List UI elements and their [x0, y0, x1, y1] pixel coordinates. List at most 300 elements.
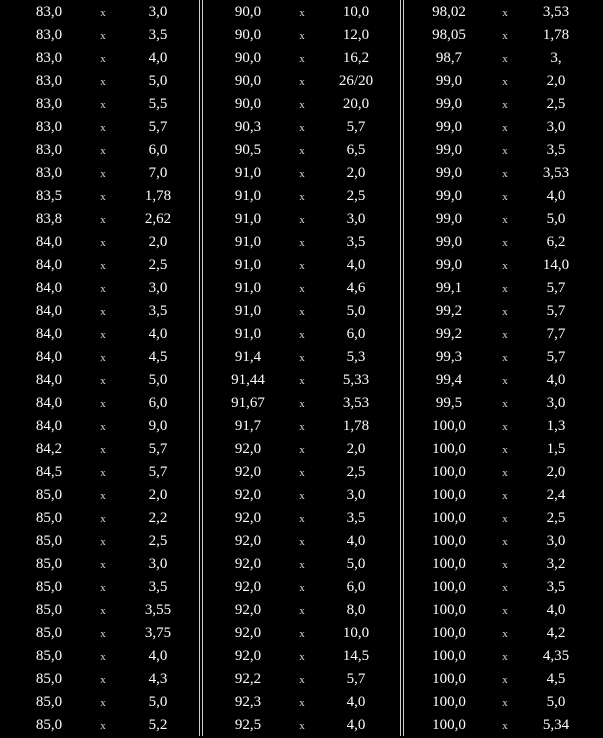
times-separator: x — [502, 7, 508, 19]
times-separator: x — [299, 582, 305, 594]
inner-diameter-cell: 91,0 — [234, 188, 262, 204]
inner-diameter-cell: 99,1 — [435, 280, 463, 296]
table-row — [204, 507, 400, 530]
inner-diameter-cell: 84,0 — [35, 372, 63, 388]
cross-section-cell: 5,0 — [148, 694, 168, 710]
times-separator: x — [502, 582, 508, 594]
times-separator: x — [502, 260, 508, 272]
times-separator: x — [299, 7, 305, 19]
times-separator: x — [100, 99, 106, 111]
cross-section-cell: 3,5 — [346, 510, 366, 526]
table-row — [405, 346, 603, 369]
inner-diameter-cell: 85,0 — [35, 602, 63, 618]
inner-diameter-cell: 99,0 — [435, 188, 463, 204]
times-separator: x — [502, 720, 508, 732]
table-row — [204, 691, 400, 714]
table-row — [204, 484, 400, 507]
times-separator: x — [299, 467, 305, 479]
table-row — [405, 392, 603, 415]
cross-section-cell: 3,2 — [546, 556, 566, 572]
cross-section-cell: 3,0 — [546, 395, 566, 411]
times-separator: x — [299, 674, 305, 686]
times-separator: x — [100, 697, 106, 709]
times-separator: x — [502, 76, 508, 88]
cross-section-cell: 5,5 — [148, 96, 168, 112]
cross-section-cell: 5,34 — [542, 717, 570, 733]
times-separator: x — [100, 260, 106, 272]
cross-section-cell: 4,5 — [546, 671, 566, 687]
inner-diameter-cell: 99,5 — [435, 395, 463, 411]
table-row — [405, 576, 603, 599]
cross-section-cell: 4,0 — [346, 257, 366, 273]
inner-diameter-cell: 84,0 — [35, 418, 63, 434]
table-row — [405, 714, 603, 737]
cross-section-cell: 1,78 — [542, 27, 570, 43]
inner-diameter-cell: 92,0 — [234, 602, 262, 618]
cross-section-cell: 5,7 — [148, 464, 168, 480]
inner-diameter-cell: 91,0 — [234, 211, 262, 227]
table-row — [204, 622, 400, 645]
times-separator: x — [502, 674, 508, 686]
inner-diameter-cell: 90,0 — [234, 73, 262, 89]
cross-section-cell: 4,0 — [546, 602, 566, 618]
cross-section-cell: 8,0 — [346, 602, 366, 618]
inner-diameter-cell: 100,0 — [432, 418, 466, 434]
table-row — [204, 300, 400, 323]
times-separator: x — [502, 168, 508, 180]
inner-diameter-cell: 85,0 — [35, 694, 63, 710]
table-row — [204, 392, 400, 415]
inner-diameter-cell: 91,4 — [234, 349, 262, 365]
times-separator: x — [299, 122, 305, 134]
cross-section-cell: 3,5 — [148, 303, 168, 319]
times-separator: x — [100, 467, 106, 479]
inner-diameter-cell: 83,0 — [35, 119, 63, 135]
inner-diameter-cell: 85,0 — [35, 579, 63, 595]
times-separator: x — [502, 467, 508, 479]
times-separator: x — [502, 421, 508, 433]
cross-section-cell: 10,0 — [342, 625, 370, 641]
times-separator: x — [100, 145, 106, 157]
inner-diameter-cell: 100,0 — [432, 602, 466, 618]
times-separator: x — [502, 444, 508, 456]
table-row — [204, 254, 400, 277]
table-row — [204, 530, 400, 553]
times-separator: x — [299, 352, 305, 364]
times-separator: x — [502, 536, 508, 548]
inner-diameter-cell: 84,0 — [35, 280, 63, 296]
inner-diameter-cell: 100,0 — [432, 464, 466, 480]
table-row — [405, 231, 603, 254]
times-separator: x — [502, 513, 508, 525]
table-row — [204, 185, 400, 208]
inner-diameter-cell: 91,0 — [234, 326, 262, 342]
times-separator: x — [100, 398, 106, 410]
inner-diameter-cell: 100,0 — [432, 556, 466, 572]
times-separator: x — [299, 513, 305, 525]
table-row — [204, 139, 400, 162]
cross-section-cell: 6,5 — [346, 142, 366, 158]
inner-diameter-cell: 92,0 — [234, 625, 262, 641]
inner-diameter-cell: 91,0 — [234, 234, 262, 250]
table-row — [204, 231, 400, 254]
table-column-1 — [0, 0, 199, 736]
times-separator: x — [502, 30, 508, 42]
inner-diameter-cell: 83,5 — [35, 188, 63, 204]
times-separator: x — [100, 421, 106, 433]
times-separator: x — [502, 99, 508, 111]
table-row — [0, 553, 199, 576]
times-separator: x — [299, 168, 305, 180]
cross-section-cell: 4,0 — [148, 50, 168, 66]
table-row — [405, 93, 603, 116]
times-separator: x — [100, 352, 106, 364]
cross-section-cell: 3,0 — [346, 487, 366, 503]
cross-section-cell: 10,0 — [342, 4, 370, 20]
cross-section-cell: 5,2 — [148, 717, 168, 733]
times-separator: x — [502, 651, 508, 663]
table-row — [405, 599, 603, 622]
inner-diameter-cell: 92,0 — [234, 648, 262, 664]
table-row — [0, 346, 199, 369]
inner-diameter-cell: 99,3 — [435, 349, 463, 365]
times-separator: x — [502, 53, 508, 65]
table-row — [0, 24, 199, 47]
inner-diameter-cell: 83,0 — [35, 142, 63, 158]
table-row — [0, 139, 199, 162]
cross-section-cell: 3,5 — [546, 142, 566, 158]
inner-diameter-cell: 84,0 — [35, 349, 63, 365]
table-row — [405, 323, 603, 346]
times-separator: x — [502, 375, 508, 387]
cross-section-cell: 3,5 — [148, 27, 168, 43]
table-row — [204, 70, 400, 93]
table-row — [0, 254, 199, 277]
table-row — [0, 185, 199, 208]
inner-diameter-cell: 98,05 — [432, 27, 466, 43]
table-row — [405, 415, 603, 438]
cross-section-cell: 4,0 — [546, 372, 566, 388]
table-row — [0, 576, 199, 599]
inner-diameter-cell: 91,44 — [231, 372, 265, 388]
inner-diameter-cell: 100,0 — [432, 533, 466, 549]
cross-section-cell: 20,0 — [342, 96, 370, 112]
inner-diameter-cell: 100,0 — [432, 648, 466, 664]
table-row — [204, 323, 400, 346]
cross-section-cell: 2,5 — [148, 257, 168, 273]
inner-diameter-cell: 92,2 — [234, 671, 262, 687]
table-row — [405, 668, 603, 691]
times-separator: x — [100, 605, 106, 617]
cross-section-cell: 6,0 — [346, 579, 366, 595]
inner-diameter-cell: 84,0 — [35, 257, 63, 273]
table-row — [405, 530, 603, 553]
times-separator: x — [299, 490, 305, 502]
table-row — [405, 162, 603, 185]
column-divider — [199, 0, 200, 736]
times-separator: x — [299, 237, 305, 249]
table-row — [0, 208, 199, 231]
cross-section-cell: 5,0 — [346, 556, 366, 572]
table-row — [405, 507, 603, 530]
table-row — [405, 553, 603, 576]
inner-diameter-cell: 85,0 — [35, 648, 63, 664]
table-row — [405, 277, 603, 300]
table-row — [405, 300, 603, 323]
cross-section-cell: 16,2 — [342, 50, 370, 66]
times-separator: x — [100, 628, 106, 640]
inner-diameter-cell: 100,0 — [432, 717, 466, 733]
times-separator: x — [100, 674, 106, 686]
cross-section-cell: 5,7 — [346, 671, 366, 687]
cross-section-cell: 5,7 — [546, 303, 566, 319]
table-row — [0, 530, 199, 553]
inner-diameter-cell: 98,02 — [432, 4, 466, 20]
inner-diameter-cell: 100,0 — [432, 671, 466, 687]
inner-diameter-cell: 91,0 — [234, 165, 262, 181]
cross-section-cell: 5,7 — [148, 119, 168, 135]
cross-section-cell: 5,0 — [148, 372, 168, 388]
table-row — [0, 599, 199, 622]
times-separator: x — [100, 168, 106, 180]
cross-section-cell: 5,7 — [346, 119, 366, 135]
times-separator: x — [100, 375, 106, 387]
cross-section-cell: 4,35 — [542, 648, 570, 664]
inner-diameter-cell: 100,0 — [432, 510, 466, 526]
times-separator: x — [100, 191, 106, 203]
inner-diameter-cell: 85,0 — [35, 510, 63, 526]
times-separator: x — [502, 352, 508, 364]
inner-diameter-cell: 99,0 — [435, 257, 463, 273]
table-row — [0, 714, 199, 737]
cross-section-cell: 3,5 — [148, 579, 168, 595]
table-row — [405, 139, 603, 162]
cross-section-cell: 7,0 — [148, 165, 168, 181]
times-separator: x — [100, 76, 106, 88]
inner-diameter-cell: 83,0 — [35, 165, 63, 181]
cross-section-cell: 3,0 — [148, 556, 168, 572]
table-row — [405, 691, 603, 714]
table-row — [0, 231, 199, 254]
cross-section-cell: 3,53 — [342, 395, 370, 411]
inner-diameter-cell: 92,0 — [234, 556, 262, 572]
inner-diameter-cell: 85,0 — [35, 533, 63, 549]
inner-diameter-cell: 100,0 — [432, 694, 466, 710]
table-row — [0, 323, 199, 346]
cross-section-cell: 3,0 — [546, 533, 566, 549]
table-row — [405, 645, 603, 668]
times-separator: x — [502, 237, 508, 249]
table-row — [204, 599, 400, 622]
inner-diameter-cell: 84,0 — [35, 326, 63, 342]
times-separator: x — [299, 30, 305, 42]
table-row — [204, 1, 400, 24]
times-separator: x — [299, 53, 305, 65]
times-separator: x — [299, 260, 305, 272]
inner-diameter-cell: 100,0 — [432, 487, 466, 503]
inner-diameter-cell: 92,0 — [234, 487, 262, 503]
cross-section-cell: 2,0 — [546, 73, 566, 89]
table-row — [0, 47, 199, 70]
times-separator: x — [299, 628, 305, 640]
times-separator: x — [100, 513, 106, 525]
inner-diameter-cell: 90,0 — [234, 4, 262, 20]
cross-section-cell: 3,0 — [148, 4, 168, 20]
table-row — [405, 47, 603, 70]
table-row — [0, 116, 199, 139]
table-row — [0, 277, 199, 300]
table-row — [204, 553, 400, 576]
times-separator: x — [100, 582, 106, 594]
cross-section-cell: 4,0 — [148, 326, 168, 342]
times-separator: x — [502, 191, 508, 203]
table-row — [405, 622, 603, 645]
inner-diameter-cell: 91,0 — [234, 280, 262, 296]
cross-section-cell: 2,5 — [346, 188, 366, 204]
times-separator: x — [299, 444, 305, 456]
cross-section-cell: 5,0 — [346, 303, 366, 319]
times-separator: x — [299, 651, 305, 663]
cross-section-cell: 3,0 — [148, 280, 168, 296]
inner-diameter-cell: 84,0 — [35, 234, 63, 250]
inner-diameter-cell: 99,0 — [435, 73, 463, 89]
cross-section-cell: 3,75 — [144, 625, 172, 641]
table-row — [204, 93, 400, 116]
cross-section-cell: 3,5 — [546, 579, 566, 595]
table-row — [405, 461, 603, 484]
inner-diameter-cell: 83,0 — [35, 27, 63, 43]
times-separator: x — [100, 444, 106, 456]
table-row — [0, 461, 199, 484]
inner-diameter-cell: 99,2 — [435, 326, 463, 342]
table-row — [405, 438, 603, 461]
column-divider — [400, 0, 401, 736]
times-separator: x — [299, 214, 305, 226]
cross-section-cell: 1,78 — [144, 188, 172, 204]
cross-section-cell: 4,0 — [148, 648, 168, 664]
times-separator: x — [100, 122, 106, 134]
cross-section-cell: 14,0 — [542, 257, 570, 273]
times-separator: x — [100, 490, 106, 502]
table-row — [405, 70, 603, 93]
inner-diameter-cell: 91,0 — [234, 257, 262, 273]
cross-section-cell: 9,0 — [148, 418, 168, 434]
times-separator: x — [299, 145, 305, 157]
table-row — [0, 438, 199, 461]
cross-section-cell: 2,0 — [346, 441, 366, 457]
table-row — [204, 415, 400, 438]
times-separator: x — [299, 283, 305, 295]
times-separator: x — [299, 536, 305, 548]
inner-diameter-cell: 83,0 — [35, 50, 63, 66]
cross-section-cell: 5,0 — [148, 73, 168, 89]
table-row — [405, 254, 603, 277]
times-separator: x — [502, 398, 508, 410]
times-separator: x — [502, 559, 508, 571]
inner-diameter-cell: 85,0 — [35, 671, 63, 687]
inner-diameter-cell: 90,5 — [234, 142, 262, 158]
inner-diameter-cell: 91,67 — [231, 395, 265, 411]
times-separator: x — [299, 605, 305, 617]
times-separator: x — [100, 651, 106, 663]
inner-diameter-cell: 99,0 — [435, 142, 463, 158]
table-column-2 — [204, 0, 400, 736]
inner-diameter-cell: 92,3 — [234, 694, 262, 710]
times-separator: x — [100, 237, 106, 249]
table-row — [204, 576, 400, 599]
inner-diameter-cell: 99,0 — [435, 96, 463, 112]
inner-diameter-cell: 92,0 — [234, 464, 262, 480]
table-row — [0, 70, 199, 93]
cross-section-cell: 5,7 — [148, 441, 168, 457]
inner-diameter-cell: 85,0 — [35, 717, 63, 733]
inner-diameter-cell: 84,2 — [35, 441, 63, 457]
inner-diameter-cell: 99,0 — [435, 119, 463, 135]
inner-diameter-cell: 90,0 — [234, 50, 262, 66]
inner-diameter-cell: 85,0 — [35, 556, 63, 572]
inner-diameter-cell: 98,7 — [435, 50, 463, 66]
cross-section-cell: 2,5 — [346, 464, 366, 480]
table-row — [204, 116, 400, 139]
inner-diameter-cell: 83,0 — [35, 96, 63, 112]
times-separator: x — [299, 99, 305, 111]
inner-diameter-cell: 100,0 — [432, 441, 466, 457]
inner-diameter-cell: 83,0 — [35, 73, 63, 89]
times-separator: x — [502, 697, 508, 709]
times-separator: x — [502, 490, 508, 502]
times-separator: x — [100, 306, 106, 318]
times-separator: x — [100, 283, 106, 295]
cross-section-cell: 1,3 — [546, 418, 566, 434]
inner-diameter-cell: 100,0 — [432, 579, 466, 595]
inner-diameter-cell: 99,0 — [435, 165, 463, 181]
cross-section-cell: 2,2 — [148, 510, 168, 526]
table-row — [204, 438, 400, 461]
table-row — [204, 162, 400, 185]
times-separator: x — [299, 559, 305, 571]
cross-section-cell: 2,0 — [148, 234, 168, 250]
table-row — [0, 415, 199, 438]
table-row — [0, 484, 199, 507]
inner-diameter-cell: 92,5 — [234, 717, 262, 733]
inner-diameter-cell: 84,5 — [35, 464, 63, 480]
table-row — [405, 24, 603, 47]
table-row — [0, 1, 199, 24]
cross-section-cell: 2,5 — [546, 510, 566, 526]
cross-section-cell: 5,33 — [342, 372, 370, 388]
inner-diameter-cell: 84,0 — [35, 395, 63, 411]
table-row — [405, 1, 603, 24]
times-separator: x — [299, 375, 305, 387]
inner-diameter-cell: 83,0 — [35, 4, 63, 20]
cross-section-cell: 3,53 — [542, 4, 570, 20]
cross-section-cell: 26/20 — [338, 73, 374, 89]
table-row — [0, 622, 199, 645]
cross-section-cell: 4,0 — [346, 694, 366, 710]
inner-diameter-cell: 85,0 — [35, 625, 63, 641]
times-separator: x — [100, 536, 106, 548]
times-separator: x — [100, 720, 106, 732]
table-row — [204, 208, 400, 231]
inner-diameter-cell: 83,8 — [35, 211, 63, 227]
cross-section-cell: 6,0 — [148, 142, 168, 158]
times-separator: x — [100, 329, 106, 341]
table-row — [0, 507, 199, 530]
table-row — [204, 668, 400, 691]
inner-diameter-cell: 92,0 — [234, 510, 262, 526]
times-separator: x — [299, 76, 305, 88]
times-separator: x — [299, 697, 305, 709]
